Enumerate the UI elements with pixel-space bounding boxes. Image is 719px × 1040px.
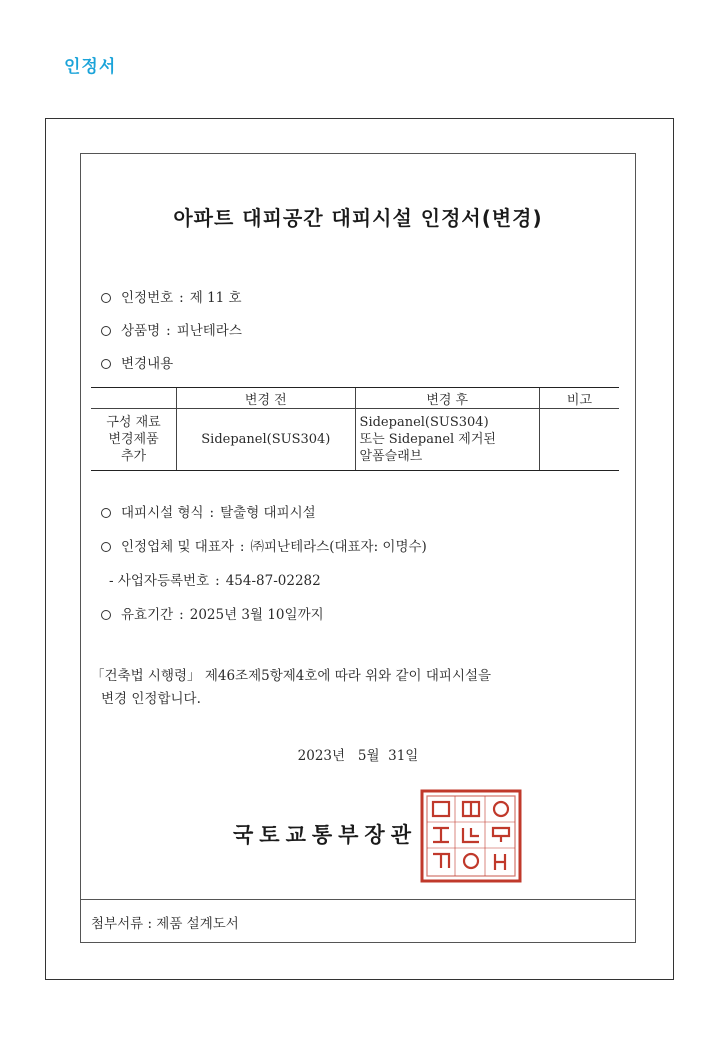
circle-bullet-icon [101, 610, 111, 620]
cert-number-value: 제 11 호 [189, 290, 242, 306]
circle-bullet-icon [101, 326, 111, 336]
validity-label: 유효기간 [121, 607, 174, 623]
table-header-after: 변경 후 [355, 388, 539, 409]
business-number-label: - 사업자등록번호 [109, 573, 210, 589]
cert-number-line: 인정번호 : 제 11 호 [101, 286, 242, 306]
certification-statement [91, 665, 626, 711]
footer-divider [81, 899, 635, 900]
table-cell-remark [539, 409, 619, 471]
certificate-document [80, 153, 636, 943]
statement-line: 변경 인정합니다. [101, 691, 201, 707]
validity-value: 2025년 3월 10일까지 [189, 607, 324, 623]
business-number-value: 454-87-02282 [225, 573, 321, 589]
cert-number-label: 인정번호 [121, 290, 174, 306]
issue-date: 2023년 5월 31일 [297, 748, 419, 764]
business-number-line: - 사업자등록번호 : 454-87-02282 [109, 573, 321, 589]
table-header-before: 변경 전 [177, 388, 355, 409]
table-header-blank [91, 388, 177, 409]
category-line: 추가 [120, 449, 147, 464]
certificate-title: 아파트 대피공간 대피시설 인정서(변경) [173, 206, 543, 230]
company-label: 인정업체 및 대표자 [121, 539, 234, 555]
facility-type-line: 대피시설 형식 : 탈출형 대피시설 [101, 501, 316, 521]
company-line: 인정업체 및 대표자 : ㈜피난테라스(대표자: 이명수) [101, 535, 427, 555]
product-name-label: 상품명 [121, 323, 161, 339]
page-heading: 인정서 [64, 57, 117, 77]
change-table [91, 387, 619, 471]
category-line: 구성 재료 [106, 415, 161, 430]
product-name-value: 피난테라스 [176, 323, 242, 339]
official-seal-stamp [419, 788, 523, 884]
statement-line: 「건축법 시행령」 제46조제5항제4호에 따라 위와 같이 대피시설을 [91, 668, 492, 684]
facility-type-value: 탈출형 대피시설 [220, 505, 316, 521]
table-cell-category [91, 409, 177, 471]
circle-bullet-icon [101, 293, 111, 303]
table-cell-before: Sidepanel(SUS304) [177, 409, 355, 471]
company-value: ㈜피난테라스(대표자: 이명수) [250, 539, 427, 555]
product-name-line: 상품명 : 피난테라스 [101, 319, 242, 339]
circle-bullet-icon [101, 359, 111, 369]
attachments-line: 첨부서류 : 제품 설계도서 [91, 916, 239, 932]
circle-bullet-icon [101, 508, 111, 518]
validity-line: 유효기간 : 2025년 3월 10일까지 [101, 603, 324, 623]
change-content-label: 변경내용 [121, 356, 174, 372]
table-cell-after [355, 409, 539, 471]
circle-bullet-icon [101, 542, 111, 552]
after-line: 알폼슬래브 [359, 449, 423, 464]
after-line: Sidepanel(SUS304) [359, 415, 489, 430]
facility-type-label: 대피시설 형식 [121, 505, 204, 521]
table-row [91, 409, 619, 471]
issuer-name: 국토교통부장관 [233, 823, 418, 847]
change-content-line [101, 352, 173, 372]
table-header-row [91, 388, 619, 409]
after-line: 또는 Sidepanel 제거된 [359, 432, 496, 447]
category-line: 변경제품 [108, 432, 159, 447]
table-header-remark: 비고 [539, 388, 619, 409]
